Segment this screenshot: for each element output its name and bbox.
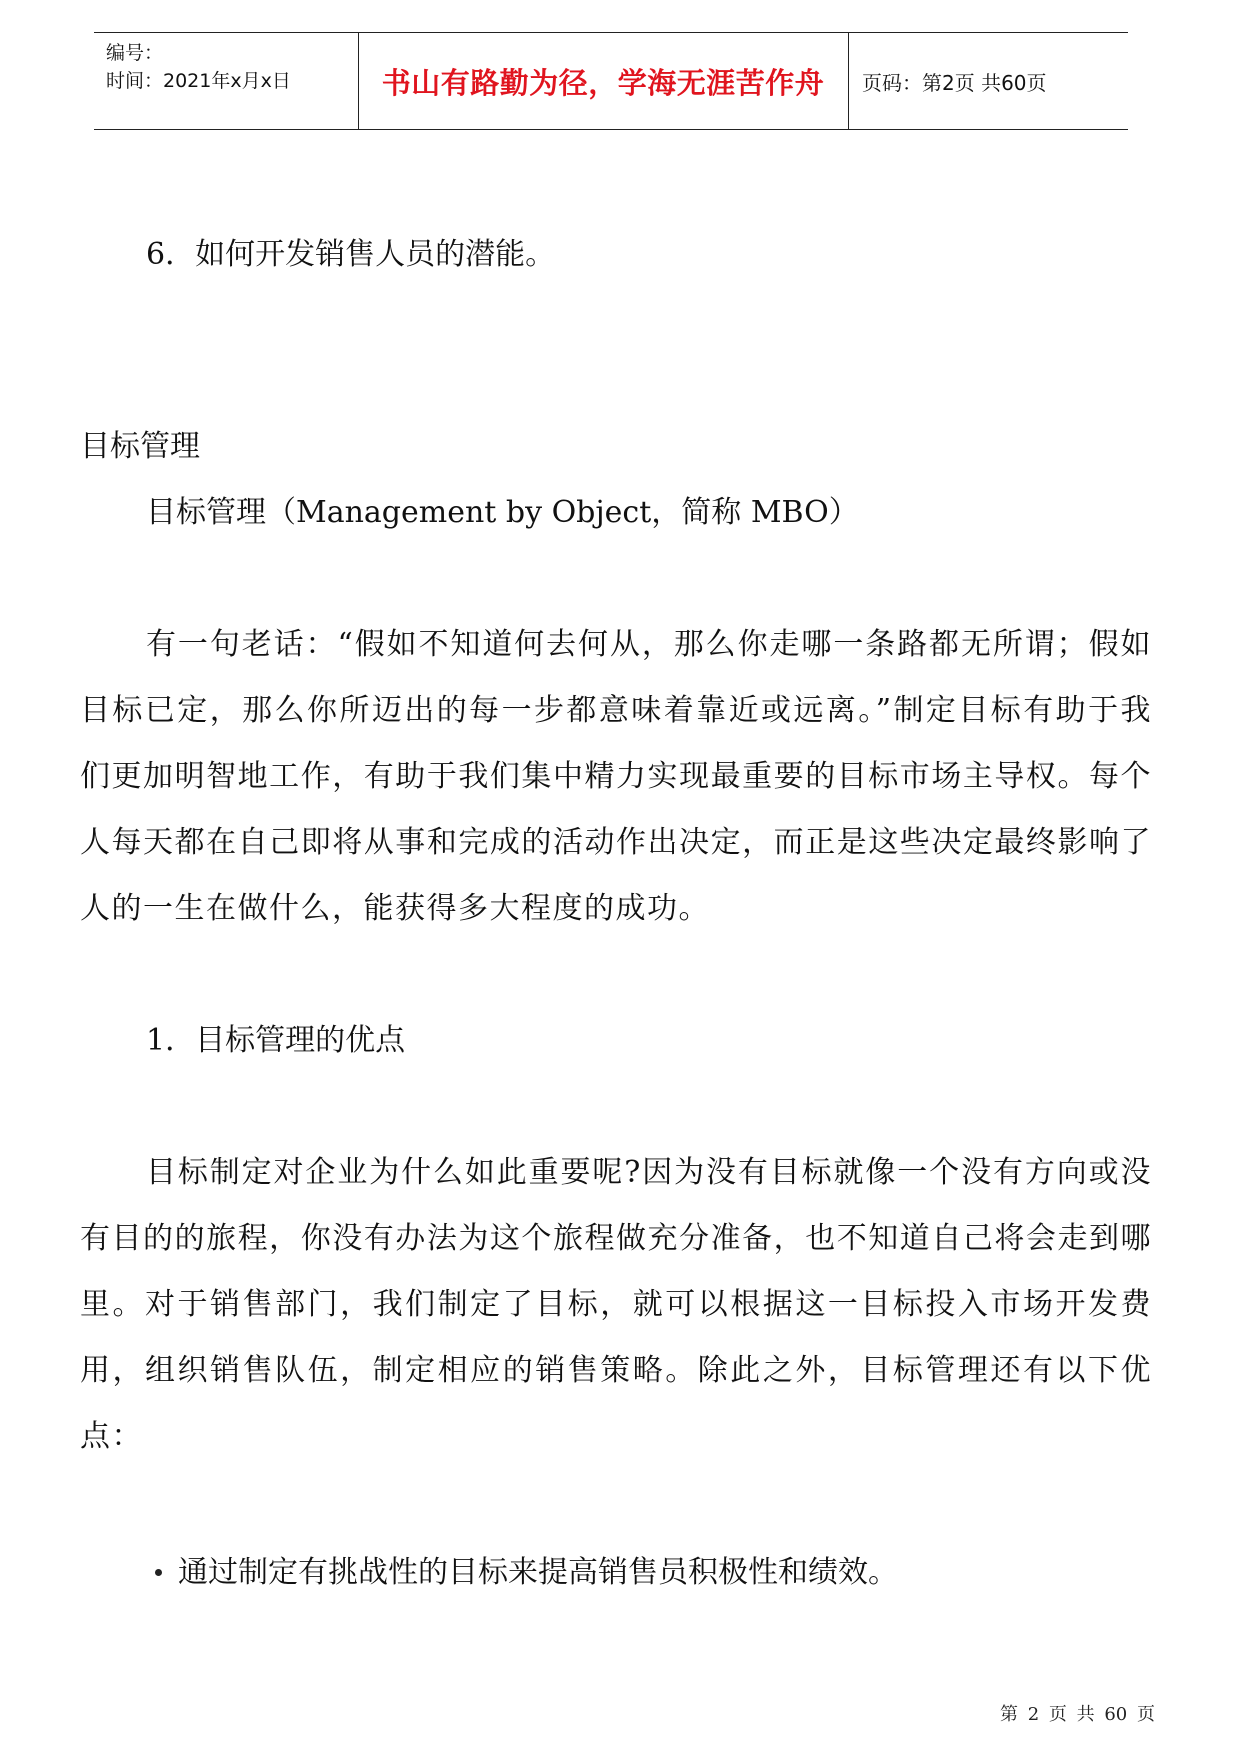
bullet-item: 通过制定有挑战性的目标来提高销售员积极性和绩效。 <box>178 1555 898 1590</box>
header-motto: 书山有路勤为径，学海无涯苦作舟 <box>381 65 825 100</box>
header-divider <box>848 33 849 129</box>
section-title: 目标管理 <box>80 429 200 464</box>
paragraph-advantages: 目标制定对企业为什么如此重要呢?因为没有目标就像一个没有方向或没有目的的旅程，你没有办法为这个旅程做充分准备，也不知道自己将会走到哪里。对于销售部门，我们制定了目标，就可以根据这一目标投入市场开发费用，组织销售队伍，制定相应的销售策略。除此之外，目标管理还有以下优点： <box>80 1155 1152 1454</box>
section-subtitle: 目标管理（Management by Object，简称 MBO） <box>146 495 859 530</box>
header-meta <box>106 39 291 95</box>
heading-advantages: 1．目标管理的优点 <box>146 1023 406 1058</box>
paragraph-intro: 有一句老话：“假如不知道何去何从，那么你走哪一条路都无所谓；假如目标已定，那么你所迈出的每一步都意味着靠近或远离。”制定目标有助于我们更加明智地工作，有助于我们集中精力实现最重要的目标市场主导权。每个人每天都在自己即将从事和完成的活动作出决定，而正是这些决定最终影响了人的一生在做什么，能获得多大程度的成功。 <box>80 627 1152 926</box>
time-label: 时间：2021年x月x日 <box>106 70 291 92</box>
list-item-6: 6．如何开发销售人员的潜能。 <box>146 237 556 272</box>
serial-label: 编号： <box>106 42 164 64</box>
header-page-info: 页码：第2页 共60页 <box>862 70 1047 95</box>
bullet-icon <box>155 1569 162 1576</box>
page-header <box>94 32 1128 130</box>
page-footer: 第 2 页 共 60 页 <box>1000 1704 1155 1725</box>
